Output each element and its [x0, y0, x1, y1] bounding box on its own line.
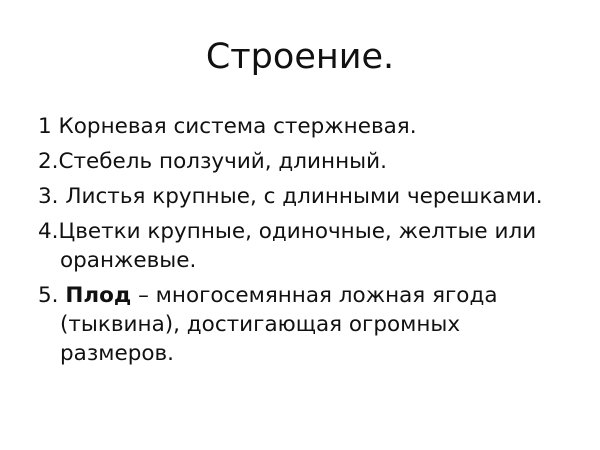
fruit-term: Плод — [65, 283, 132, 308]
list-item-root-system: 1 Корневая система стержневая. — [38, 114, 417, 139]
fruit-item-number: 5. — [38, 283, 66, 308]
list-item-stem: 2.Стебель ползучий, длинный. — [38, 149, 387, 174]
fruit-description: – многосемянная ложная ягода (тыквина), достигающая огромных размеров. — [60, 283, 498, 366]
list-item-flowers: 4.Цветки крупные, одиночные, желтые или оранжевые. — [38, 219, 537, 273]
slide-title: Строение. — [205, 37, 395, 77]
structure-list — [38, 112, 578, 374]
list-item-fruit — [38, 281, 578, 368]
list-item-leaves: 3. Листья крупные, с длинными черешками. — [38, 184, 543, 209]
